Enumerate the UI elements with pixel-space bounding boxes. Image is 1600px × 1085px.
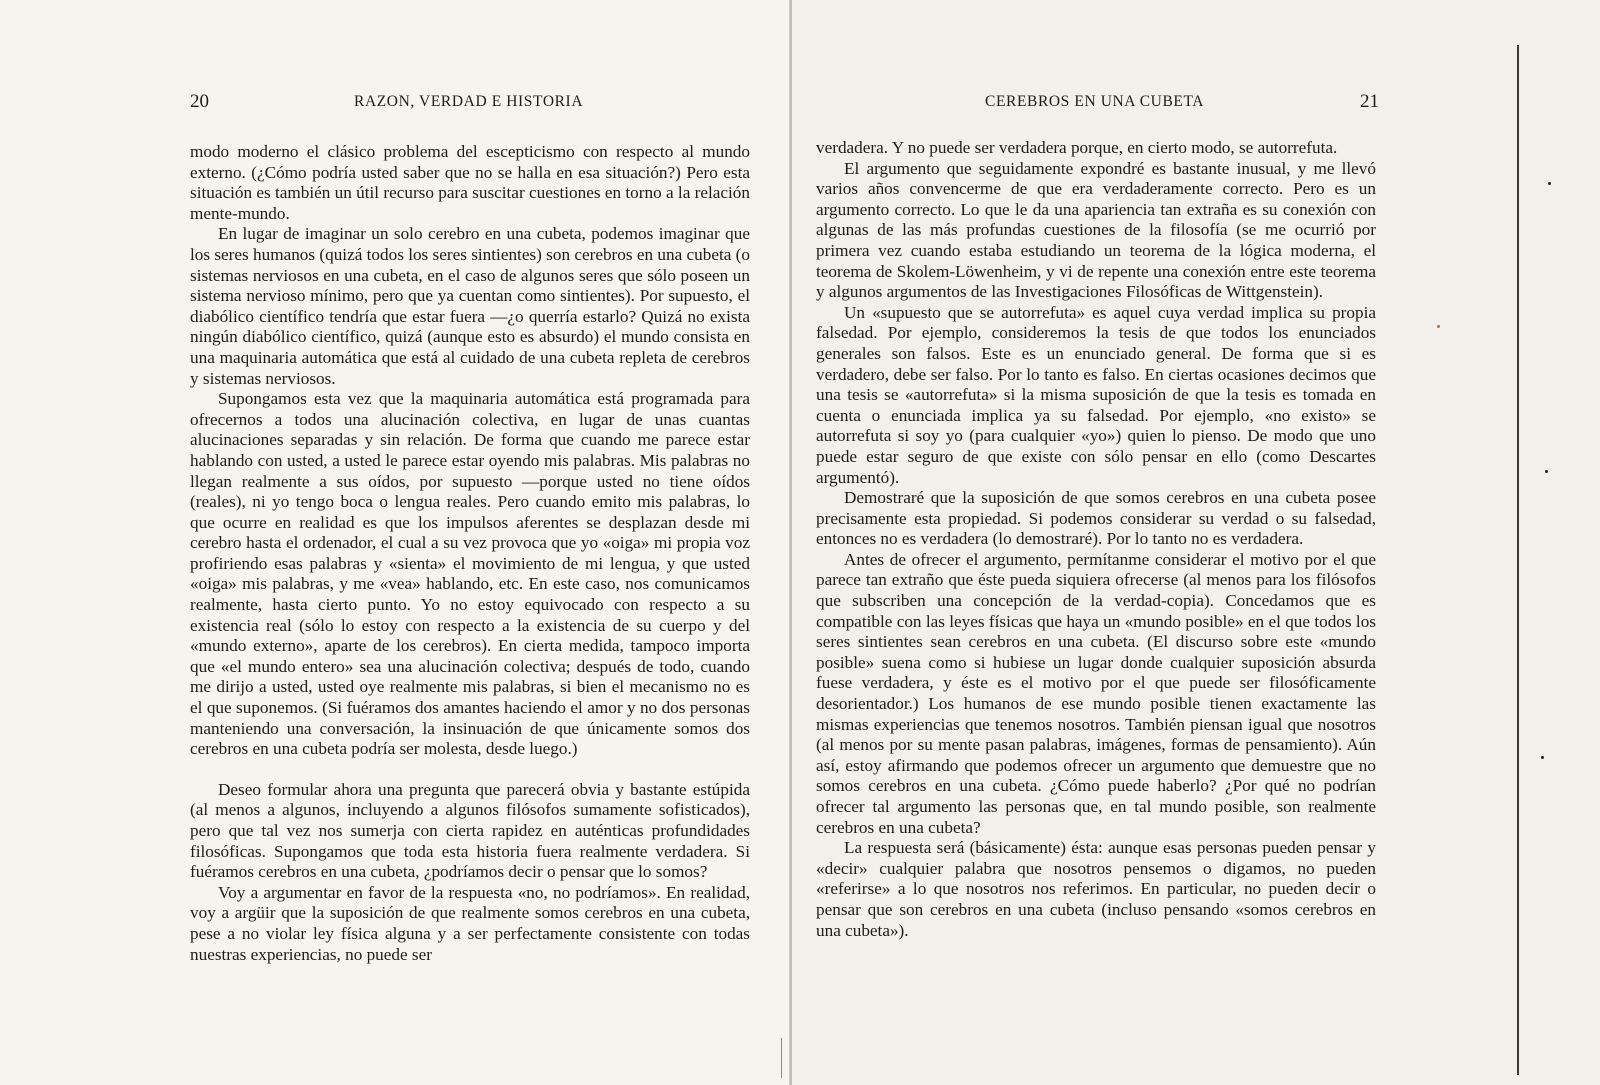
speck [1545, 470, 1548, 473]
paragraph: La respuesta será (básicamente) ésta: aunque esas personas pueden pensar y «decir» cualquier palabra que nosotros pensemos o digamos, no pueden «referirse» a lo que nosotros nos referimos. En particular, no pueden decir o pensar que son cerebros en una cubeta (incluso pensando «somos cerebros en una cubeta»). [816, 838, 1376, 940]
paragraph: En lugar de imaginar un solo cerebro en una cubeta, podemos imaginar que los seres humanos (quizá todos los seres sintientes) son cerebros en una cubeta (o sistemas nerviosos en una cubeta, en el caso de algunos seres que sólo poseen un sistema nervioso mínimo, pero que ya cuentan como sintientes). Por supuesto, el diabólico científico tendría que estar fuera —¿o querría estarlo? Quizá no exista ningún diabólico científico, quizá (aunque esto es absurdo) el mundo consista en una maquinaria automática que está al cuidado de una cubeta repleta de cerebros y sistemas nerviosos. [190, 224, 750, 388]
speck [1548, 182, 1551, 185]
running-head: CEREBROS EN UNA CUBETA [985, 93, 1205, 110]
paragraph: verdadera. Y no puede ser verdadera porque, en cierto modo, se autorrefuta. [816, 138, 1338, 157]
paragraph: Deseo formular ahora una pregunta que parecerá obvia y bastante estúpida (al menos a algunos, incluyendo a algunos filósofos sumamente sofisticados), pero que tal vez nos sumerja con cierta rapidez en auténticas profundidades filosóficas. Supongamos que toda esta historia fuera realmente verdadera. Si fuéramos cerebros en una cubeta, ¿podríamos decir o pensar que lo somos? [190, 779, 750, 882]
right-page [792, 0, 1600, 1085]
page-edge [1517, 45, 1519, 1075]
body-text [816, 138, 1376, 941]
paragraph: Demostraré que la suposición de que somos cerebros en una cubeta posee precisamente esta propiedad. Si podemos considerar su verdad o su falsedad, entonces no es verdadera (lo demostraré). Por lo tanto no es verdadera. [816, 488, 1376, 549]
paragraph: El argumento que seguidamente expondré es bastante inusual, y me llevó varios años convencerme de que era verdaderamente correcto. Pero es un argumento correcto. Lo que le da una apariencia tan extraña es su conexión con algunas de las más profundas cuestiones de la filosofía (se me ocurrió por primera vez cuando estaba estudiando un teorema de la lógica moderna, el teorema de Skolem-Löwenheim, y vi de repente una conexión entre este teorema y algunos argumentos de las Investigaciones Filosóficas de Wittgenstein). [816, 158, 1376, 302]
gutter-mark [781, 1038, 788, 1078]
paragraph: Un «supuesto que se autorrefuta» es aquel cuya verdad implica su propia falsedad. Por ejemplo, consideremos la tesis de que todos los enunciados generales son falsos. Este es un enunciado general. De forma que si es verdadero, debe ser falso. Por lo tanto es falso. En ciertas ocasiones decimos que una tesis se «autorrefuta» si la misma suposición de que la tesis es tomada en cuenta o enunciada implica ya su falsedad. Por ejemplo, «no existo» se autorrefuta si soy yo (para cualquier «yo») quien lo pienso. De modo que uno puede estar seguro de que existe con sólo pensar en ello (como Descartes argumentó). [816, 302, 1376, 487]
paragraph: Antes de ofrecer el argumento, permítanme considerar el motivo por el que parece tan extraño que éste pueda siquiera ofrecerse (al menos para los filósofos que subscriben una concepción de la verdad-copia). Concedamos que es compatible con las leyes físicas que haya un «mundo posible» en el que todos los seres sintientes sean cerebros en una cubeta. (El discurso sobre este «mundo posible» suena como si hubiese un lugar donde cualquier suposición absurda fuese verdadera, y éste es el motivo por el que puede ser filosóficamente desorientador.) Los humanos de ese mundo posible tienen exactamente las mismas experiencias que tenemos nosotros. También piensan igual que nosotros (al menos por su mente pasan palabras, imágenes, formas de pensamiento). Aún así, estoy afirmando que podemos ofrecer un argumento que demuestre que no somos cerebros en una cubeta. ¿Cómo puede haberlo? ¿Por qué no podrían ofrecer tal argumento las personas que, en tal mundo posible, son realmente cerebros en una cubeta? [816, 549, 1376, 837]
paragraph: modo moderno el clásico problema del escepticismo con respecto al mundo externo. (¿Cómo podría usted saber que no se halla en esa situación?) Pero esta situación es también un útil recurso para suscitar cuestiones en torno a la relación mente-mundo. [190, 142, 750, 223]
page-number: 21 [1360, 91, 1379, 112]
speck [1437, 325, 1440, 328]
paragraph: Supongamos esta vez que la maquinaria automática está programada para ofrecernos a todos una alucinación colectiva, en lugar de unas cuantas alucinaciones separadas y sin relación. De forma que cuando me parece estar hablando con usted, a usted le parece estar oyendo mis palabras. Mis palabras no llegan realmente a sus oídos, por supuesto —porque usted no tiene oídos (reales), ni yo tengo boca o lengua reales. Pero cuando emito mis palabras, lo que ocurre en realidad es que los impulsos aferentes se desplazan desde mi cerebro hasta el ordenador, el cual a su vez provoca que yo «oiga» mi propia voz profiriendo esas palabras y «sienta» el movimiento de mi lengua, y que usted «oiga» mis palabras, y me «vea» hablando, etc. En este caso, nos comunicamos realmente, hasta cierto punto. Yo no estoy equivocado con respecto a su existencia real (sólo lo estoy con respecto a la existencia de su cuerpo y del «mundo externo», aparte de los cerebros). En cierta medida, tampoco importa que «el mundo entero» sea una alucinación colectiva; después de todo, cuando me dirijo a usted, usted oye realmente mis palabras, si bien el mecanismo no es el que suponemos. (Si fuéramos dos amantes haciendo el amor y no dos personas manteniendo una conversación, la insinuación de que únicamente somos dos cerebros en una cubeta podría ser molesta, desde luego.) [190, 389, 750, 759]
speck [1541, 756, 1544, 759]
running-head: RAZON, VERDAD E HISTORIA [354, 93, 584, 110]
body-text [190, 142, 750, 965]
page-number: 20 [190, 91, 209, 112]
paragraph: Voy a argumentar en favor de la respuesta «no, no podríamos». En realidad, voy a argüir que la suposición de que realmente somos cerebros en una cubeta, pese a no violar ley física alguna y a ser perfectamente consistente con todas nuestras experiencias, no puede ser [190, 882, 750, 964]
left-page [0, 0, 792, 1085]
